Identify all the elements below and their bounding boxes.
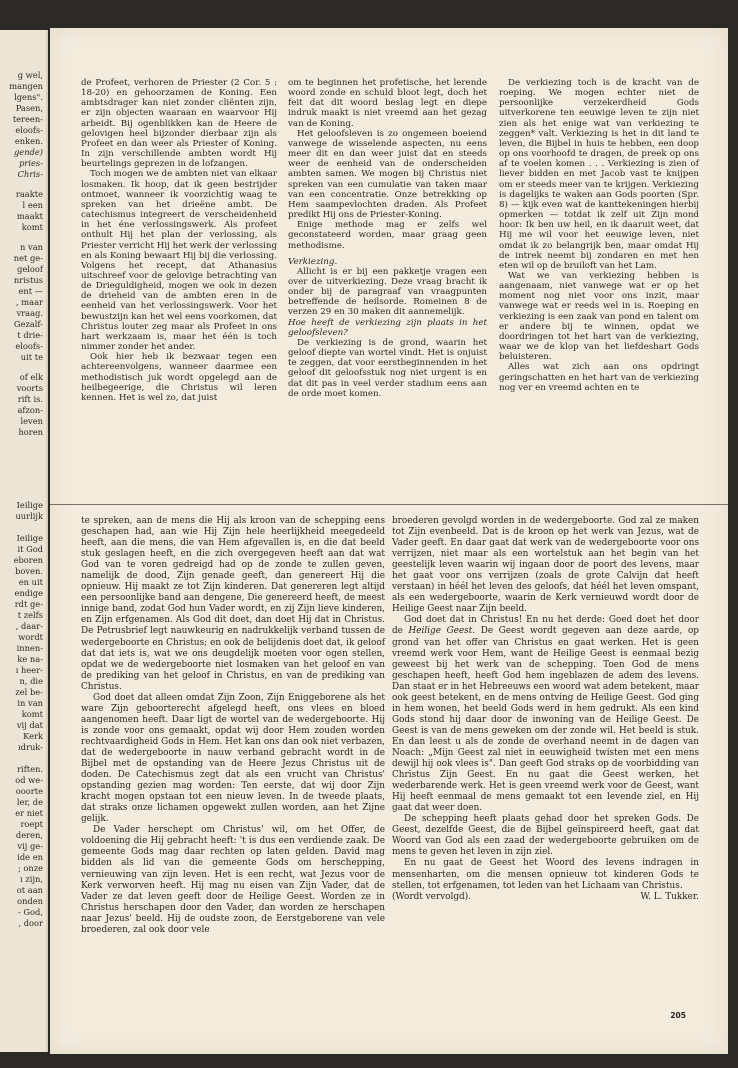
bottom-column-2 [392,516,699,903]
previous-page-line: Kerk [23,731,43,741]
previous-page-line: ide en [17,852,43,862]
previous-page-line: vraag. [16,308,43,318]
previous-page-line: geloof [17,264,43,274]
paragraph: En nu gaat de Geest het Woord des levens indragen in mensenharten, om die mensen opnieuw tot kinderen Gods te stellen, tot erfgenamen, tot leden van het Lichaam van Christus. [392,858,699,891]
paragraph: Alles wat zich aan ons opdringt geringschatten en het hart van de verkiezing nog ver en vreemd achten en te [499,362,699,393]
previous-page-line: er niet [15,808,43,818]
previous-page-line: vij dat [16,720,43,730]
previous-page-line: maakt [16,211,43,221]
paragraph: te spreken, aan de mens die Hij als kroon van de schepping eens geschapen had, aan wie Hij Zijn hele heerlijkheid meegedeeld heeft, aan die mens, die van Hem afgevallen is, en die dat beeld stuk geslagen heeft, en die zich overgegeven heeft aan dat wat God van te voren gedreigd had op de zonde te zullen geven, namelijk de dood, Zijn genade geeft, dan genereert Hij die opnieuw. Hij maakt ze tot Zijn kinderen. Dat genereren legt altijd een persoonlijke band aan dengene, Die genereerd heeft, de meest innige band, zodat God hun Vader wordt, en zij Zijn lieve kinderen, en Zijn erfgenamen. Als God dit doet, dan doet Hij dat in Christus. De Petrusbrief legt nauwkeurig en nadrukkelijk verband tussen de wedergeboorte en Christus; en ook de belijdenis doet dat, ik geloof dat dat iets is, wat we ons deugdelijk moeten voor ogen stellen, opdat we de wedergeboorte niet losmaken van het geloof en van de prediking van het geloof in Christus, en van de prediking van Christus. [81,516,385,692]
previous-page-line: leven [20,416,43,426]
previous-page-line: in van [17,698,43,708]
paragraph: Allicht is er bij een pakketje vragen een over de uitverkiezing. Deze vraag bracht ik onder bij de paragraaf van vraagpunten betreffende de heilsorde. Romeinen 8 de verzen 29 en 30 maken dit aannemelijk. [288,266,487,318]
previous-page-line: riften. [17,764,43,774]
bottom-column-1 [81,516,385,936]
paragraph-text: God doet dat in Christus! En nu het derde: Goed doet het door de [392,615,699,637]
previous-page-line: deren, [15,830,43,840]
previous-page-line: onden [17,896,43,906]
previous-page-line: uurlijk [15,511,43,521]
previous-page-line: Pasen, [15,103,43,113]
previous-page-line: ı zijn, [20,874,43,884]
previous-page-line: vij ge- [17,841,43,851]
previous-page-line: of elk [19,372,43,382]
emphasis: Heilige Geest. [408,626,476,637]
previous-page-line: rdt ge- [14,599,43,609]
previous-page-line: , daar- [15,621,43,631]
previous-page-line: raakte [15,189,43,199]
previous-page-line: Ieilige [16,500,43,510]
previous-page-line: komt [21,709,43,719]
paragraph: Toch mogen we de ambten niet van elkaar losmaken. Ik hoop, dat ik geen bestrijder ontmoet, wanneer ik voorzichtig waag te spreken van het drieëne ambt. De catechismus integreert de verscheidenheid in het éne verlossingswerk. Als profeet onthult Hij het plan der verlossing, als Priester verricht Hij het werk der verlossing en als Koning bewaart Hij bij die verlossing. Volgens het recept, dat Athanasius uitschreef voor de gelovige betrachting van de Drieguldigheid, mogen we ook in dezen de drieheid van de ambten eren in de eenheid van het verlossingswerk. Voor het bewustzijn kan het wel eens voorkomen, dat Christus louter zeg maar als Profeet in ons hart werkzaam is, maar het één is toch nimmer zonder het ander. [81,169,278,353]
paragraph: Het geloofsleven is zo ongemeen boeiend vanwege de wisselende aspecten, nu eens meer dit en dan weer juist dat en steeds weer de eenheid van de onderscheiden ambten samen. We mogen bij Christus niet spreken van een cumulatie van taken maar van een concentratie. Onze betrekking op Hem saampevlochten draden. Als Profeet predikt Hij ons de Priester-Koning. [288,128,487,221]
previous-page-line: endige [14,588,43,598]
previous-page-line: voorts [16,383,43,393]
paragraph: De verkiezing is de grond, waarin het geloof diepte van wortel vindt. Het is onjuist te zeggen, dat voor eerstbeginnenden in het geloof dit geloofsstuk nog niet urgent is en dat dit pas in veel verder stadium eens aan de orde moet komen. [288,337,487,399]
paragraph [392,615,699,814]
previous-page-line: ıdruk- [18,742,43,752]
paragraph: Enige methode mag er zelfs wel geconstateerd worden, maar graag geen methodisme. [288,220,487,251]
previous-page-line: roept [20,819,43,829]
section-heading: Verkiezing. [288,256,338,267]
paragraph: De Vader herschept om Christus' wil, om het Offer, de voldoening die Hij gebracht heeft: 't is dus een verdiende zaak. De gemeente Gods mag daar rechten op laten gelden. David mag bidden als lid van die gemeente Gods om herschepping, vernieuwing van zijn leven. Het is een recht, wat Jezus voor de Kerk verworven heeft. Hij mag nu eisen van Zijn Vader, dat de Vader ze dat leven geeft door de Heilige Geest. Worden ze in Christus herschapen door den Vader, dan worden ze herschapen naar Jezus' beeld. Hij de oudste zoon, de Eerstgeborene van vele broederen, zal ook door vele [81,825,385,935]
signature-line [392,892,699,903]
previous-page-line: en uit [18,577,43,587]
previous-page-line: net ge- [13,253,43,263]
previous-page-line: n, die [19,676,43,686]
previous-page-line: Chris- [17,169,43,179]
previous-page-line: ı heer- [15,665,43,675]
previous-page-line: innen- [16,643,43,653]
previous-page-line: eloofs- [15,341,43,351]
previous-page-line: ent — [18,286,43,296]
previous-page-line: eboren [13,555,43,565]
continued-note: (Wordt vervolgd). [392,891,471,902]
previous-page-line: lgens". [14,92,43,102]
previous-page-line: uit te [20,352,43,362]
previous-page-line: horen [18,427,43,437]
previous-page-line: afzon- [17,405,43,415]
previous-page-line: ooorte [15,786,43,796]
page-number: 205 [670,1011,686,1020]
previous-page-line: nristus [13,275,43,285]
previous-page-line: komt [21,222,43,232]
previous-page-line: ke na- [17,654,43,664]
previous-page-line: pries- [19,158,43,168]
question-text: Hoe heeft de verkiezing zijn plaats in het geloofsleven? [288,317,487,338]
previous-page-line: zel be- [15,687,43,697]
paragraph: de Profeet, verhoren de Priester (2 Cor. 5 : 18-20) en gehoorzamen de Koning. Een ambtsdrager kan niet zonder cliënten zijn, er zijn objecten waaraan en waarvoor Hij arbeidt. Bij ogenblikken kan de Heere de gelovigen heel bijzonder dierbaar zijn als Profeet en dan weer als Priester of Koning. In zijn verschillende ambten wordt Hij beurtelings geprezen in de lofzangen. [81,78,277,170]
previous-page-line: it God [17,544,43,554]
previous-page-line: boven. [15,566,43,576]
section-divider [50,504,728,505]
previous-page-line: Ieilige [16,533,43,543]
previous-page-line: - God, [17,907,43,917]
previous-page-line: rift is. [17,394,43,404]
author-name: W. L. Tukker. [640,891,699,902]
top-column-1 [81,78,277,403]
previous-page-line: ; onze [17,863,43,873]
paragraph: God doet dat alleen omdat Zijn Zoon, Zijn Eniggeborene als het ware Zijn geboorterecht afgelegd heeft, ons vlees en bloed aangenomen heeft. Daar ligt de wortel van de wedergeboorte. Hij is zonde voor ons gemaakt, opdat wij door Hem zouden worden rechtvaardigheid Gods in Hem. Het kan ons dan ook niet verbazen, dat de wedergeboorte in nauw verband gebracht wordt in de Bijbel met de opstanding van de Heere Jezus Christus uit de doden. De Catechismus zegt dat als een vrucht van Christus' opstanding gezien mag worden: Ten eerste, dat wij door Zijn kracht mogen opstaan tot een nieuw leven. In de tweede plaats, dat straks onze lichamen opgewekt zullen worden, aan het Zijne gelijk. [81,692,385,825]
previous-page-line: ot aan [16,885,43,895]
previous-page-line: t drie- [17,330,43,340]
paragraph: broederen gevolgd worden in de wedergeboorte. God zal ze maken tot Zijn evenbeeld. Dat is de kroon op het werk van Jezus, wat de Vader geeft. En daar gaat dat werk van de wedergeboorte voor ons verrijzen, niet maar als een wortelstuk aan het begin van het geestelijk leven waarin wij ingaan door de poort des levens, maar het gaat voor ons verrijzen (zoals de grote Calvijn dat heeft verstaan) in héél het leven des geloofs, dat héél het leven omspant, als een wedergeboorte, waarin de Kerk vernieuwd wordt door de Heilige Geest naar Zijn beeld. [392,516,699,615]
top-column-3 [499,78,699,393]
previous-page-line: wordt [18,632,43,642]
previous-page-line: ler, de [16,797,43,807]
previous-page-line: tereen- [12,114,43,124]
previous-page-line: Gezalf- [13,319,43,329]
previous-page-line: l een [22,200,43,210]
previous-page-line: od we- [15,775,43,785]
previous-page-line: n van [20,242,43,252]
previous-page-edge [0,30,48,1052]
paragraph: De verkiezing toch is de kracht van de roeping. We mogen echter niet de persoonlijke verzekerdheid Gods uitverkorene ten eeuwige leven te zijn niet zien als het enige wat van verkiezing te zeggen* valt. Verkiezing is het in dit land te leven, die Bijbel in huis te hebben, een doop op ons voorhoofd te dragen, de preek op ons af te voelen komen . . . Verkiezing is zien of liever bidden en met Jacob vast te knijpen om er steeds meer van te krijgen. Verkiezing is dagelijks te waken aan Gods poorten (Spr. 8) — kijk even wat de kanttekeningen hierbij opmerken — totdat ik zelf uit Zijn mond hoor: Ik ben uw heil, en ik daaruit weet, dat Hij me wil voor het eeuwige leven, niet omdat ik zo belangrijk ben, maar omdat Hij de intrek neemt bij zondaren en met hen eten wil op de bruiloft van het Lam. [499,78,699,271]
paragraph: De schepping heeft plaats gehad door het spreken Gods. De Geest, dezelfde Geest, die de Bijbel geïnspireerd heeft, gaat dat Woord van God als een zaad der wedergeboorte gebruiken om de mens te geven het leven in zijn ziel. [392,814,699,858]
previous-page-line: eloofs- [15,125,43,135]
paragraph: Ook hier heb ik bezwaar tegen een achtereenvolgens, wanneer daarmee een methodistisch juk wordt opgelegd aan de heilbegeerige, die Christus wil leren kennen. Het is wel zo, dat juist [81,352,277,403]
previous-page-line: g wel, [17,70,43,80]
paragraph: om te beginnen het profetische, het lerende woord zonde en schuld bloot legt, doch het feit dat dit woord beslag legt en diepe indruk maakt is niet vreemd aan het gezag van de Koning. [288,78,487,129]
previous-page-line: , maar [15,297,43,307]
page [50,28,728,1054]
previous-page-line: gende) [13,147,43,157]
paragraph: Wat we van verkiezing hebben is aangenaam, niet vanwege wat er op het moment nog niet voor ons inzit, maar vanwege wat er reeds wel in is. Roeping en verkiezing is een zaak van pond en talent om er andere bij te winnen, opdat we doordringen tot het hart van de verkiezing, waar we de klop van het liefdeshart Gods beluisteren. [499,270,699,363]
previous-page-line: , door [18,918,43,928]
top-column-2 [288,78,487,399]
paragraph-text: De Geest wordt gegeven aan deze aarde, op grond van het offer van Christus en gaat werken. Het is geen vreemd werk voor Hem, want de Heilige Geest is eenmaal bezig geweest bij het werk van de schepping. Toen God de mens geschapen heeft, heeft God hem ingeblazen de adem des levens. Dan staat er in het Hebreeuws een woord wat adem betekent, maar ook geest betekent, en de mens ontving de Heilige Geest. God ging in hem wonen, het beeld Gods werd in hem gedrukt. Als een kind Gods stond hij daar door de inwoning van de Heilige Geest. De Geest is van de mens geweken om der zonde wil. Het beeld is stuk. En dan leest u als de zonde de overhand neemt in de dagen van Noach: „Mijn Geest zal niet in eeuwigheid twisten met een mens dewijl hij ook vlees is". Dan geeft God straks op de voorbidding van Christus Zijn Geest. En nu gaat die Geest werken, het wederbarende werk. Het is geen vreemd werk voor de Geest, want Hij heeft eenmaal de mens gemaakt tot een levende ziel, en Hij gaat dat weer doen. [392,626,699,814]
previous-page-line: enken. [14,136,43,146]
previous-page-line: mangen [9,81,43,91]
previous-page-line: t zelfs [17,610,43,620]
